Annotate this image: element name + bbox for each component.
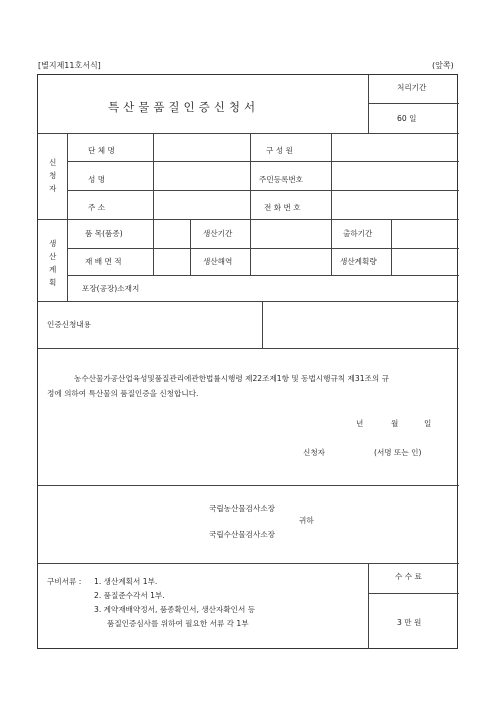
divider	[38, 133, 459, 134]
divider	[368, 563, 369, 649]
application-form	[37, 74, 458, 649]
divider	[250, 219, 251, 275]
date-year: 년	[356, 419, 364, 428]
divider	[262, 301, 263, 348]
divider	[67, 190, 459, 191]
statement-line: 농수산물가공산업육성및품질관리에관한법률시행령 제22조제1항 및 동법시행규칙 제31조의 규	[74, 374, 389, 383]
plan-section-char: 획	[49, 278, 57, 287]
divider	[67, 133, 68, 301]
date-day: 일	[424, 419, 432, 428]
plan-section-char: 계	[49, 265, 57, 274]
document-item: 품질인증심사를 위하여 필요한 서류 각 1부	[107, 619, 249, 628]
date-month: 월	[391, 419, 399, 428]
fee-label: 수 수 료	[395, 572, 422, 581]
packing-site-label: 포장(공장)소재지	[82, 284, 140, 293]
shipping-period-label: 출하기간	[343, 229, 373, 238]
plan-section-char: 산	[49, 252, 57, 261]
recipient-honorific: 귀하	[299, 516, 314, 525]
phone-label: 전 화 번 호	[264, 203, 301, 212]
documents-label: 구비서류 :	[47, 577, 82, 586]
divider	[368, 75, 369, 133]
signature-note: (서명 또는 인)	[374, 448, 422, 457]
processing-period-label: 처리기간	[397, 83, 427, 92]
plan-section-char: 생	[49, 239, 57, 248]
divider	[38, 348, 459, 349]
document-item: 2. 품질준수각서 1부.	[94, 591, 165, 600]
recipient-line: 국립농산물검사소장	[209, 504, 276, 513]
production-period-label: 생산기간	[203, 229, 233, 238]
divider	[38, 219, 459, 220]
applicant-section-char: 청	[49, 171, 57, 180]
members-label: 구 성 원	[266, 146, 293, 155]
divider	[38, 301, 459, 302]
divider	[250, 133, 251, 219]
processing-period-value: 60 일	[397, 114, 417, 123]
divider	[391, 219, 392, 275]
divider	[331, 219, 332, 275]
divider	[368, 593, 459, 594]
production-area-label: 생산해역	[203, 257, 233, 266]
fee-value: 3 만 원	[397, 618, 422, 627]
divider	[190, 219, 191, 275]
org-name-label: 단 체 명	[88, 146, 115, 155]
form-title: 특산물품질인증신청서	[108, 100, 260, 114]
applicant-signature-label: 신청자	[303, 448, 326, 457]
divider	[67, 248, 459, 249]
document-item: 1. 생산계획서 1부.	[94, 577, 158, 586]
recipient-line: 국립수산물검사소장	[209, 530, 276, 539]
document-item: 3. 계약재배약정서, 품종확인서, 생산자확인서 등	[94, 605, 256, 614]
item-label: 품 목(품종)	[85, 229, 123, 238]
name-label: 성 명	[88, 175, 106, 184]
divider	[38, 563, 459, 564]
divider	[153, 133, 154, 275]
form-number: [별지제11호서식]	[38, 61, 101, 70]
divider	[67, 161, 459, 162]
side-label: (앞쪽)	[432, 61, 454, 70]
certification-content-label: 인증신청내용	[47, 320, 92, 329]
applicant-section-char: 신	[49, 158, 57, 167]
divider	[331, 133, 332, 219]
statement-line: 정에 의하여 특산물의 품질인증을 신청합니다.	[47, 389, 199, 398]
applicant-section-char: 자	[49, 184, 57, 193]
divider	[67, 275, 459, 276]
address-label: 주 소	[88, 203, 106, 212]
planned-output-label: 생산계획량	[340, 257, 377, 266]
id-number-label: 주민등록번호	[259, 175, 304, 184]
divider	[38, 485, 459, 486]
cultivation-area-label: 재 배 면 적	[85, 257, 122, 266]
divider	[368, 103, 459, 104]
